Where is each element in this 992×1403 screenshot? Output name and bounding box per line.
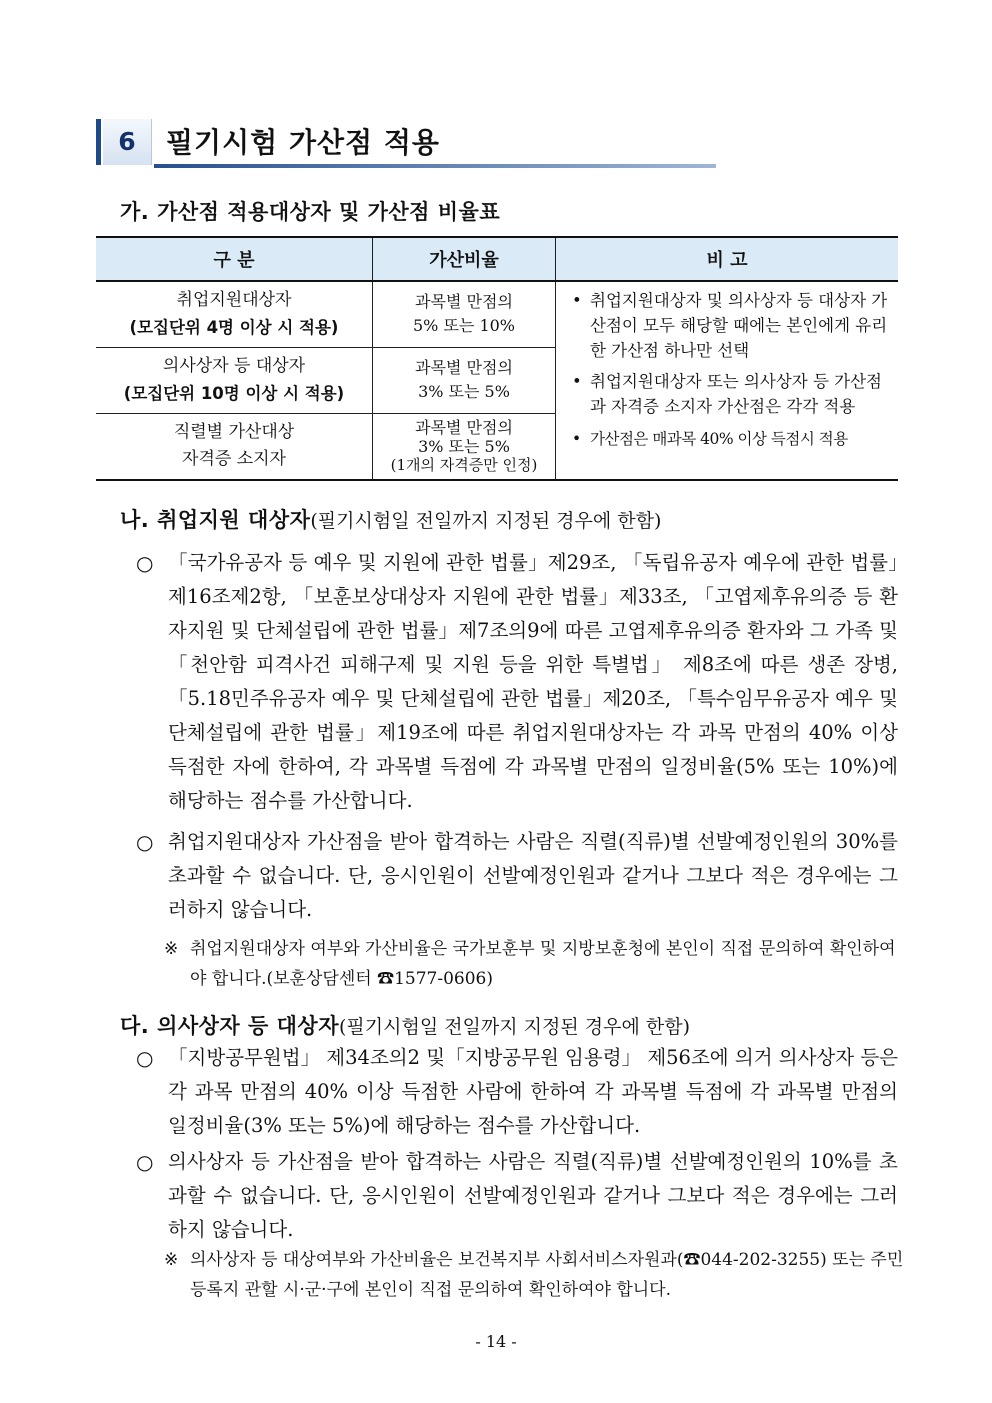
subsection-a-title: 가. 가산점 적용대상자 및 가산점 비율표 <box>120 200 501 224</box>
circle-bullet-icon: ○ <box>136 551 154 575</box>
footnote-c: ※ 의사상자 등 대상여부와 가산비율은 보건복지부 사회서비스자원과(☎044-202-3255) 또는 주민등록지 관할 시·군·구에 본인이 직접 문의하여 확인하여야 합니다. <box>190 1245 906 1305</box>
footnote-b: ※ 취업지원대상자 여부와 가산비율은 국가보훈부 및 지방보훈청에 본인이 직접 문의하여 확인하여야 합니다.(보훈상담센터 ☎1577-0606) <box>190 934 906 994</box>
category-cell <box>96 281 373 347</box>
category-name: 취업지원대상자 <box>176 290 292 311</box>
rate-label: 과목별 만점의 <box>415 292 513 312</box>
paragraph-b2: ○ 취업지원대상자 가산점을 받아 합격하는 사람은 직렬(직류)별 선발예정인원의 30%를 초과할 수 없습니다. 단, 응시인원이 선발예정인원과 같거나 그보다 적은 경우에는 그러하지 않습니다. <box>168 825 898 927</box>
header-remarks: 비 고 <box>556 237 899 281</box>
section-header <box>96 117 716 171</box>
rate-value: 3% 또는 5% <box>418 436 510 456</box>
remark-item: • 취업지원대상자 또는 의사상자 등 가산점과 자격증 소지자 가산점은 각각 적용 <box>570 369 892 419</box>
category-name: 직렬별 가산대상 <box>173 422 295 443</box>
rate-label: 과목별 만점의 <box>415 417 513 437</box>
bullet-icon: • <box>572 430 581 448</box>
paragraph-c1: ○ 「지방공무원법」 제34조의2 및「지방공무원 임용령」 제56조에 의거 의사상자 등은 각 과목 만점의 40% 이상 득점한 사람에 한하여 각 과목별 득점에 각 과목별 만점의 일정비율(3% 또는 5%)에 해당하는 점수를 가산합니다. <box>168 1041 898 1143</box>
header-rate: 가산비율 <box>373 237 556 281</box>
subsection-b-title: 나. 취업지원 대상자(필기시험일 전일까지 지정된 경우에 한함) <box>120 508 662 532</box>
rate-value: 5% 또는 10% <box>412 316 516 336</box>
reference-mark-icon: ※ <box>164 939 179 959</box>
bullet-icon: • <box>572 372 582 391</box>
remarks-cell <box>556 281 899 480</box>
rate-value: 3% 또는 5% <box>418 382 510 401</box>
section-underline <box>154 164 716 168</box>
paragraph-b1: ○ 「국가유공자 등 예우 및 지원에 관한 법률」제29조, 「독립유공자 예우에 관한 법률」제16조제2항, 「보훈보상대상자 지원에 관한 법률」제33조, 「고엽제후유의증 등 환자지원 및 단체설립에 관한 법률」제7조의9에 따른 고엽제후유의증 환자와 그 가족 및「천안함 피격사건 피해구제 및 지원 등을 위한 특별법」 제8조에 따른 생존 장병, 「5.18민주유공자 예우 및 단체설립에 관한 법률」제20조, 「특수임무유공자 예우 및 단체설립에 관한 법률」제19조에 따른 취업지원대상자는 각 과목 만점의 40% 이상 득점한 자에 한하여, 각 과목별 득점에 각 과목별 만점의 일정비율(5% 또는 10%)에 해당하는 점수를 가산합니다. <box>168 546 898 818</box>
table-row <box>96 281 898 347</box>
table-header-row <box>96 237 898 281</box>
bonus-rate-table <box>96 236 898 481</box>
remark-item: • 가산점은 매과목 40% 이상 득점시 적용 <box>570 427 892 452</box>
rate-cell <box>373 347 556 413</box>
circle-bullet-icon: ○ <box>136 830 154 854</box>
category-condition: (모집단위 4명 이상 시 적용) <box>129 318 339 338</box>
category-condition: (모집단위 10명 이상 시 적용) <box>123 384 345 403</box>
subsection-c-title: 다. 의사상자 등 대상자(필기시험일 전일까지 지정된 경우에 한함) <box>120 1014 690 1038</box>
circle-bullet-icon: ○ <box>136 1046 154 1070</box>
page-number: - 14 - <box>475 1332 517 1351</box>
header-category: 구 분 <box>96 237 373 281</box>
rate-label: 과목별 만점의 <box>415 358 513 377</box>
section-number: 6 <box>103 119 152 165</box>
rate-cell <box>373 413 556 480</box>
bullet-icon: • <box>572 291 582 310</box>
paragraph-c2: ○ 의사상자 등 가산점을 받아 합격하는 사람은 직렬(직류)별 선발예정인원의 10%를 초과할 수 없습니다. 단, 응시인원이 선발예정인원과 같거나 그보다 적은 경우에는 그러하지 않습니다. <box>168 1145 898 1247</box>
category-cell <box>96 413 373 480</box>
remark-item: • 취업지원대상자 및 의사상자 등 대상자 가산점이 모두 해당할 때에는 본인에게 유리한 가산점 하나만 선택 <box>570 288 892 363</box>
rate-cell <box>373 281 556 347</box>
circle-bullet-icon: ○ <box>136 1150 154 1174</box>
section-accent-bar <box>96 119 101 165</box>
subsection-c-note: (필기시험일 전일까지 지정된 경우에 한함) <box>338 1016 690 1038</box>
rate-qualifier: (1개의 자격증만 인정) <box>390 455 538 474</box>
category-condition: 자격증 소지자 <box>182 449 286 470</box>
reference-mark-icon: ※ <box>164 1250 179 1270</box>
category-name: 의사상자 등 대상자 <box>162 356 306 376</box>
category-cell <box>96 347 373 413</box>
subsection-b-note: (필기시험일 전일까지 지정된 경우에 한함) <box>310 510 662 532</box>
section-title: 필기시험 가산점 적용 <box>166 126 440 159</box>
